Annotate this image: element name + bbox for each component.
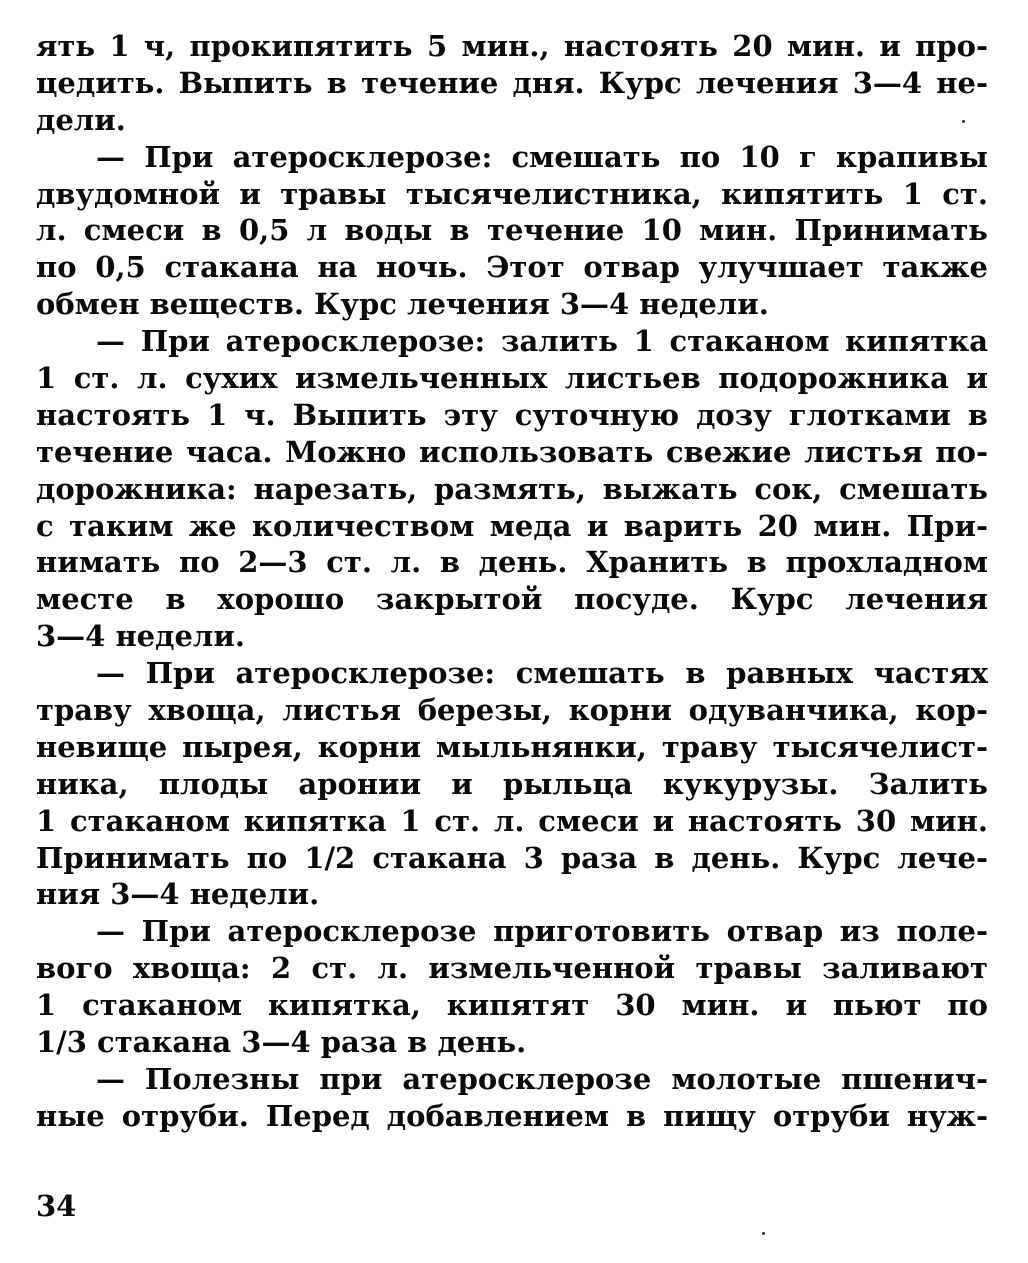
text-line: Принимать по 1/2 стакана 3 раза в день. Курс лече- xyxy=(36,840,988,875)
text-line: ять 1 ч, прокипятить 5 мин., настоять 20 мин. и про- xyxy=(36,29,988,63)
page-body xyxy=(36,28,988,1135)
text-line: ника, плоды аронии и рыльца кукурузы. Залить xyxy=(36,766,988,801)
text-line: траву хвоща, листья березы, корни одуванчика, кор- xyxy=(36,693,988,728)
paragraph-3 xyxy=(36,323,988,655)
text-line: 1/3 стакана 3—4 раза в день. xyxy=(36,1025,527,1060)
text-line: — Полезны при атеросклерозе молотые пшенич- xyxy=(96,1061,988,1096)
text-line: настоять 1 ч. Выпить эту суточную дозу глотками в xyxy=(36,397,988,432)
text-line: цедить. Выпить в течение дня. Курс лечения 3—4 не- xyxy=(36,65,988,100)
text-line: — При атеросклерозе: смешать в равных частях xyxy=(96,656,988,691)
text-line: л. смеси в 0,5 л воды в течение 10 мин. Принимать xyxy=(36,213,988,248)
text-line: течение часа. Можно использовать свежие листья по- xyxy=(36,434,988,469)
text-line: ные отруби. Перед добавлением в пищу отруби нуж- xyxy=(36,1098,988,1133)
paragraph-5 xyxy=(36,913,988,1061)
text-line: ния 3—4 недели. xyxy=(36,877,320,912)
text-line: 3—4 недели. xyxy=(36,619,245,654)
paragraph-1 xyxy=(36,28,988,139)
paragraph-2 xyxy=(36,139,988,323)
text-line: 1 стаканом кипятка 1 ст. л. смеси и настоять 30 мин. xyxy=(36,803,988,838)
print-speck xyxy=(962,120,965,123)
text-line: дорожника: нарезать, размять, выжать сок, смешать xyxy=(36,471,988,506)
text-line: вого хвоща: 2 ст. л. измельченной травы заливают xyxy=(36,951,988,986)
text-line: двудомной и травы тысячелистника, кипятить 1 ст. xyxy=(36,176,988,211)
text-line: 1 стаканом кипятка, кипятят 30 мин. и пьют по xyxy=(36,988,988,1023)
text-line: с таким же количеством меда и варить 20 мин. При- xyxy=(36,508,988,543)
page-number: 34 xyxy=(36,1189,77,1223)
paragraph-4 xyxy=(36,655,988,913)
text-line: по 0,5 стакана на ночь. Этот отвар улучшает также xyxy=(36,250,988,285)
text-line: обмен веществ. Курс лечения 3—4 недели. xyxy=(36,287,769,322)
text-line: 1 ст. л. сухих измельченных листьев подорожника и xyxy=(36,361,988,396)
text-line: нимать по 2—3 ст. л. в день. Хранить в прохладном xyxy=(36,545,988,580)
text-line: — При атеросклерозе приготовить отвар из поле- xyxy=(96,914,988,949)
text-line: — При атеросклерозе: смешать по 10 г крапивы xyxy=(96,139,988,174)
text-line: — При атеросклерозе: залить 1 стаканом кипятка xyxy=(96,324,988,359)
text-line: месте в хорошо закрытой посуде. Курс лечения xyxy=(36,582,988,617)
text-line: дели. xyxy=(36,102,126,137)
print-speck xyxy=(762,1232,765,1235)
paragraph-6 xyxy=(36,1061,988,1135)
text-line: невище пырея, корни мыльнянки, траву тысячелист- xyxy=(36,729,988,764)
